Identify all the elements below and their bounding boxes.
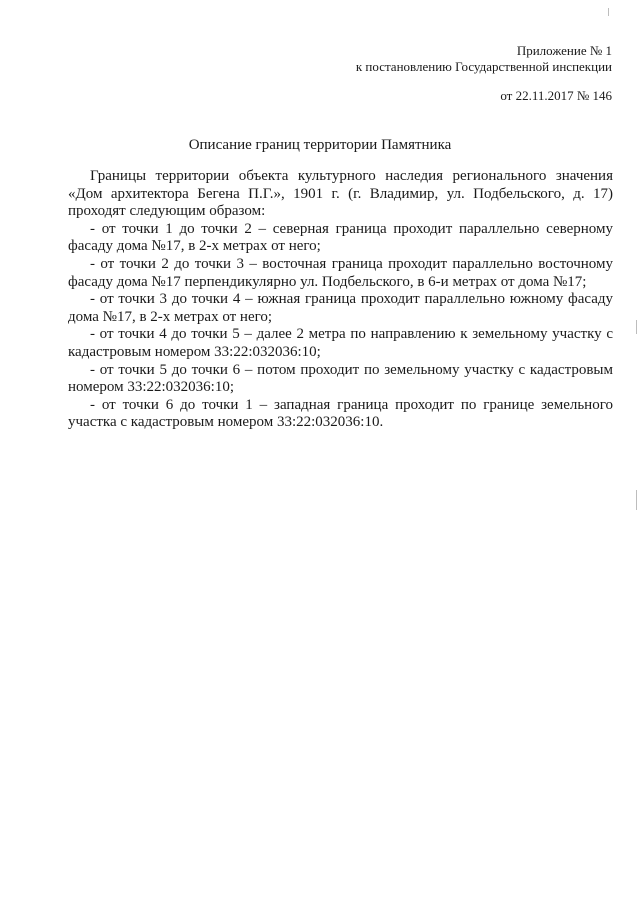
document-body: [68, 168, 613, 432]
boundary-segment-6-1: - от точки 6 до точки 1 – западная граница проходит по границе земельного участка с кадастровым номером 33:22:032036:10.: [68, 396, 613, 431]
boundary-segment-4-5: - от точки 4 до точки 5 – далее 2 метра по направлению к земельному участку с кадастровым номером 33:22:032036:10;: [68, 326, 613, 360]
boundary-segment-2-3: - от точки 2 до точки 3 – восточная граница проходит параллельно восточному фасаду дома №17 перпендикулярно ул. Подбельского, в 6-и метрах от дома №17;: [68, 255, 613, 290]
intro-paragraph: Границы территории объекта культурного наследия регионального значения «Дом архитектора Бегена П.Г.», 1901 г. (г. Владимир, ул. Подбельского, д. 17) проходят следующим образом:: [68, 168, 613, 220]
boundary-segment-5-6: - от точки 5 до точки 6 – потом проходит по земельному участку с кадастровым номером 33:22:032036:10;: [68, 361, 613, 396]
scan-artifact-top: [608, 8, 609, 16]
resolution-reference: к постановлению Государственной инспекции: [355, 59, 612, 74]
scan-artifact-right: [636, 320, 637, 334]
document-title: Описание границ территории Памятника: [188, 137, 452, 153]
boundary-segment-3-4: - от точки 3 до точки 4 – южная граница проходит параллельно южному фасаду дома №17, в 2-х метрах от него;: [68, 291, 613, 325]
resolution-date-number: от 22.11.2017 № 146: [500, 88, 612, 103]
boundary-segment-1-2: - от точки 1 до точки 2 – северная граница проходит параллельно северному фасаду дома №17, в 2-х метрах от него;: [68, 220, 613, 255]
scan-artifact-right-2: [636, 490, 637, 510]
appendix-label: Приложение № 1: [516, 43, 612, 58]
